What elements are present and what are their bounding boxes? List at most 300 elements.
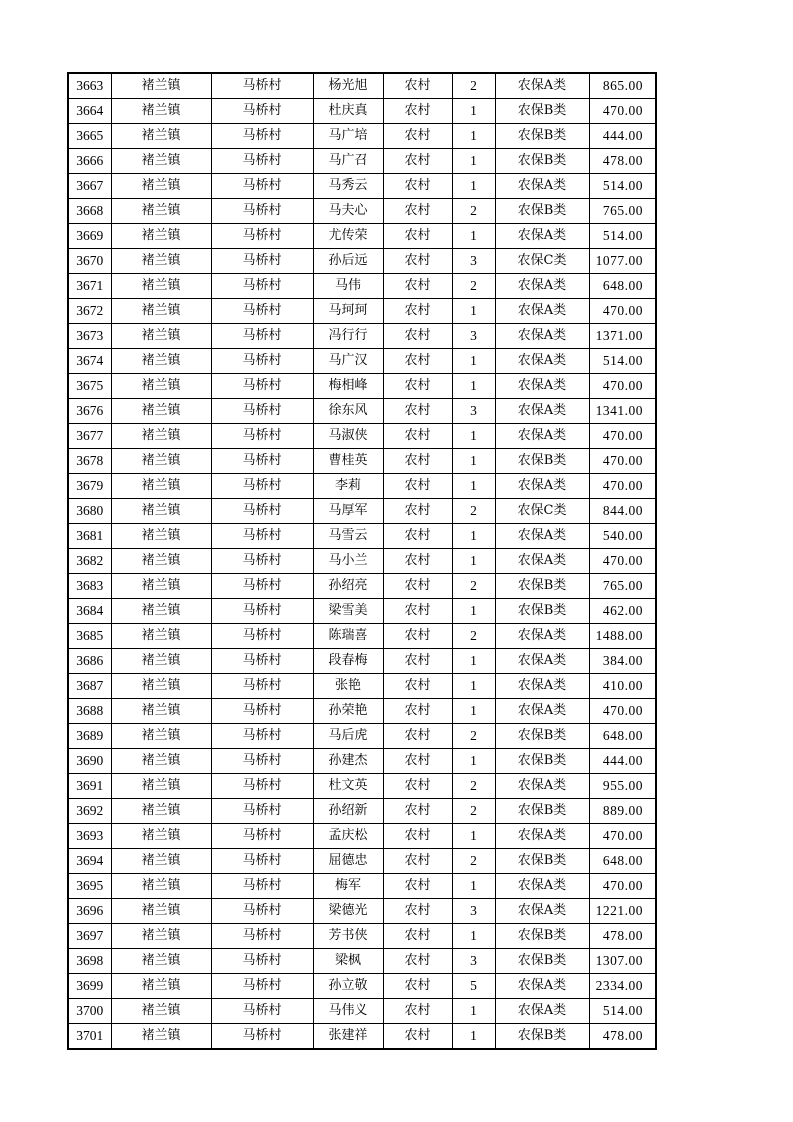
cell-insurance-category: 农保B类 [495,574,589,599]
cell-person-name: 孙荣艳 [313,699,383,724]
cell-village: 马桥村 [211,849,313,874]
cell-person-name: 尤传荣 [313,224,383,249]
table-row [68,399,656,424]
table-row [68,73,656,99]
cell-village: 马桥村 [211,1024,313,1050]
cell-amount: 1371.00 [589,324,656,349]
cell-member-count: 3 [452,399,495,424]
cell-person-name: 杜庆真 [313,99,383,124]
cell-town: 褚兰镇 [111,824,211,849]
cell-person-name: 徐东风 [313,399,383,424]
cell-insurance-category: 农保A类 [495,549,589,574]
cell-person-name: 孙后远 [313,249,383,274]
cell-household-type: 农村 [383,249,452,274]
cell-amount: 478.00 [589,149,656,174]
cell-member-count: 1 [452,524,495,549]
cell-person-name: 马伟义 [313,999,383,1024]
table-row [68,849,656,874]
cell-town: 褚兰镇 [111,874,211,899]
cell-insurance-category: 农保B类 [495,849,589,874]
cell-serial-number: 3690 [68,749,111,774]
cell-serial-number: 3700 [68,999,111,1024]
cell-insurance-category: 农保A类 [495,999,589,1024]
cell-town: 褚兰镇 [111,624,211,649]
cell-town: 褚兰镇 [111,574,211,599]
cell-person-name: 梁德光 [313,899,383,924]
cell-amount: 444.00 [589,124,656,149]
cell-household-type: 农村 [383,374,452,399]
cell-town: 褚兰镇 [111,524,211,549]
cell-member-count: 2 [452,73,495,99]
cell-household-type: 农村 [383,999,452,1024]
cell-town: 褚兰镇 [111,599,211,624]
table-row [68,299,656,324]
cell-person-name: 梅军 [313,874,383,899]
table-row [68,574,656,599]
cell-village: 马桥村 [211,499,313,524]
table-row [68,824,656,849]
cell-insurance-category: 农保A类 [495,974,589,999]
cell-insurance-category: 农保B类 [495,99,589,124]
cell-town: 褚兰镇 [111,999,211,1024]
cell-person-name: 冯行行 [313,324,383,349]
cell-serial-number: 3683 [68,574,111,599]
cell-village: 马桥村 [211,924,313,949]
cell-household-type: 农村 [383,499,452,524]
cell-serial-number: 3664 [68,99,111,124]
cell-person-name: 马广召 [313,149,383,174]
cell-member-count: 1 [452,449,495,474]
cell-serial-number: 3694 [68,849,111,874]
cell-household-type: 农村 [383,599,452,624]
cell-member-count: 1 [452,224,495,249]
cell-amount: 384.00 [589,649,656,674]
table-row [68,749,656,774]
cell-town: 褚兰镇 [111,849,211,874]
table-row [68,274,656,299]
cell-household-type: 农村 [383,99,452,124]
cell-member-count: 3 [452,324,495,349]
cell-amount: 514.00 [589,349,656,374]
cell-village: 马桥村 [211,199,313,224]
cell-household-type: 农村 [383,324,452,349]
cell-town: 褚兰镇 [111,949,211,974]
table-row [68,124,656,149]
cell-amount: 540.00 [589,524,656,549]
cell-village: 马桥村 [211,349,313,374]
cell-town: 褚兰镇 [111,224,211,249]
cell-serial-number: 3680 [68,499,111,524]
cell-serial-number: 3672 [68,299,111,324]
cell-town: 褚兰镇 [111,1024,211,1050]
cell-person-name: 马淑侠 [313,424,383,449]
cell-town: 褚兰镇 [111,699,211,724]
cell-person-name: 段春梅 [313,649,383,674]
cell-serial-number: 3675 [68,374,111,399]
cell-serial-number: 3686 [68,649,111,674]
cell-insurance-category: 农保A类 [495,174,589,199]
cell-person-name: 马秀云 [313,174,383,199]
cell-insurance-category: 农保A类 [495,624,589,649]
cell-village: 马桥村 [211,724,313,749]
table-row [68,624,656,649]
cell-insurance-category: 农保A类 [495,524,589,549]
cell-household-type: 农村 [383,524,452,549]
cell-amount: 1488.00 [589,624,656,649]
cell-household-type: 农村 [383,299,452,324]
cell-member-count: 2 [452,849,495,874]
cell-household-type: 农村 [383,399,452,424]
cell-person-name: 马小兰 [313,549,383,574]
cell-member-count: 1 [452,999,495,1024]
cell-village: 马桥村 [211,524,313,549]
cell-serial-number: 3666 [68,149,111,174]
table-row [68,549,656,574]
cell-serial-number: 3670 [68,249,111,274]
cell-insurance-category: 农保B类 [495,724,589,749]
cell-amount: 514.00 [589,224,656,249]
cell-insurance-category: 农保B类 [495,149,589,174]
cell-amount: 478.00 [589,924,656,949]
cell-household-type: 农村 [383,174,452,199]
cell-serial-number: 3697 [68,924,111,949]
cell-household-type: 农村 [383,449,452,474]
cell-village: 马桥村 [211,899,313,924]
table-row [68,349,656,374]
cell-insurance-category: 农保B类 [495,599,589,624]
cell-amount: 648.00 [589,724,656,749]
table-row [68,224,656,249]
cell-town: 褚兰镇 [111,774,211,799]
cell-serial-number: 3667 [68,174,111,199]
cell-village: 马桥村 [211,174,313,199]
cell-village: 马桥村 [211,149,313,174]
cell-person-name: 杜文英 [313,774,383,799]
cell-household-type: 农村 [383,674,452,699]
cell-town: 褚兰镇 [111,399,211,424]
cell-amount: 470.00 [589,874,656,899]
cell-town: 褚兰镇 [111,474,211,499]
cell-person-name: 梁雪美 [313,599,383,624]
cell-member-count: 2 [452,574,495,599]
cell-village: 马桥村 [211,224,313,249]
cell-serial-number: 3665 [68,124,111,149]
table-row [68,99,656,124]
cell-member-count: 2 [452,799,495,824]
cell-household-type: 农村 [383,424,452,449]
table-row [68,199,656,224]
cell-household-type: 农村 [383,924,452,949]
cell-serial-number: 3674 [68,349,111,374]
cell-amount: 470.00 [589,449,656,474]
cell-person-name: 孙绍亮 [313,574,383,599]
cell-member-count: 1 [452,649,495,674]
cell-amount: 1341.00 [589,399,656,424]
cell-serial-number: 3682 [68,549,111,574]
cell-person-name: 杨光旭 [313,73,383,99]
cell-person-name: 陈瑞喜 [313,624,383,649]
cell-person-name: 马广汉 [313,349,383,374]
cell-household-type: 农村 [383,774,452,799]
cell-person-name: 马广培 [313,124,383,149]
cell-village: 马桥村 [211,574,313,599]
cell-person-name: 梅相峰 [313,374,383,399]
cell-amount: 444.00 [589,749,656,774]
cell-village: 马桥村 [211,949,313,974]
cell-insurance-category: 农保C类 [495,249,589,274]
cell-town: 褚兰镇 [111,249,211,274]
cell-member-count: 2 [452,499,495,524]
cell-person-name: 芳书侠 [313,924,383,949]
cell-serial-number: 3671 [68,274,111,299]
cell-insurance-category: 农保A类 [495,649,589,674]
cell-amount: 955.00 [589,774,656,799]
cell-village: 马桥村 [211,249,313,274]
cell-insurance-category: 农保A类 [495,374,589,399]
cell-town: 褚兰镇 [111,749,211,774]
cell-town: 褚兰镇 [111,424,211,449]
table-row [68,474,656,499]
cell-amount: 765.00 [589,199,656,224]
cell-village: 马桥村 [211,424,313,449]
cell-village: 马桥村 [211,674,313,699]
cell-insurance-category: 农保B类 [495,749,589,774]
cell-amount: 410.00 [589,674,656,699]
cell-village: 马桥村 [211,649,313,674]
cell-person-name: 马夫心 [313,199,383,224]
cell-member-count: 1 [452,1024,495,1050]
cell-household-type: 农村 [383,699,452,724]
table-row [68,374,656,399]
table-row [68,449,656,474]
table-row [68,174,656,199]
cell-household-type: 农村 [383,724,452,749]
cell-person-name: 张艳 [313,674,383,699]
cell-village: 马桥村 [211,549,313,574]
cell-village: 马桥村 [211,449,313,474]
cell-serial-number: 3663 [68,73,111,99]
cell-insurance-category: 农保A类 [495,699,589,724]
cell-town: 褚兰镇 [111,374,211,399]
cell-serial-number: 3695 [68,874,111,899]
cell-town: 褚兰镇 [111,899,211,924]
cell-person-name: 孙绍新 [313,799,383,824]
cell-amount: 470.00 [589,374,656,399]
cell-amount: 865.00 [589,73,656,99]
cell-serial-number: 3687 [68,674,111,699]
cell-amount: 470.00 [589,299,656,324]
cell-household-type: 农村 [383,974,452,999]
cell-insurance-category: 农保A类 [495,274,589,299]
cell-insurance-category: 农保A类 [495,774,589,799]
cell-person-name: 李莉 [313,474,383,499]
cell-person-name: 孟庆松 [313,824,383,849]
table-row [68,674,656,699]
cell-person-name: 屈德忠 [313,849,383,874]
cell-household-type: 农村 [383,199,452,224]
table-row [68,599,656,624]
cell-household-type: 农村 [383,149,452,174]
cell-member-count: 1 [452,599,495,624]
cell-village: 马桥村 [211,274,313,299]
cell-serial-number: 3701 [68,1024,111,1050]
cell-serial-number: 3676 [68,399,111,424]
cell-insurance-category: 农保A类 [495,424,589,449]
table-row [68,699,656,724]
cell-village: 马桥村 [211,874,313,899]
cell-amount: 470.00 [589,699,656,724]
cell-village: 马桥村 [211,73,313,99]
cell-amount: 470.00 [589,99,656,124]
cell-town: 褚兰镇 [111,324,211,349]
cell-village: 马桥村 [211,699,313,724]
cell-serial-number: 3691 [68,774,111,799]
cell-town: 褚兰镇 [111,499,211,524]
cell-village: 马桥村 [211,399,313,424]
cell-member-count: 1 [452,674,495,699]
cell-insurance-category: 农保B类 [495,949,589,974]
cell-household-type: 农村 [383,899,452,924]
cell-town: 褚兰镇 [111,349,211,374]
cell-member-count: 1 [452,174,495,199]
cell-village: 马桥村 [211,799,313,824]
cell-insurance-category: 农保A类 [495,73,589,99]
table-row [68,899,656,924]
cell-insurance-category: 农保A类 [495,324,589,349]
cell-household-type: 农村 [383,274,452,299]
cell-serial-number: 3673 [68,324,111,349]
cell-member-count: 2 [452,274,495,299]
cell-household-type: 农村 [383,874,452,899]
cell-insurance-category: 农保A类 [495,674,589,699]
cell-member-count: 2 [452,724,495,749]
cell-person-name: 马厚军 [313,499,383,524]
cell-amount: 1077.00 [589,249,656,274]
cell-town: 褚兰镇 [111,449,211,474]
cell-member-count: 2 [452,774,495,799]
cell-member-count: 1 [452,349,495,374]
table-body [68,73,656,1049]
cell-amount: 514.00 [589,174,656,199]
table-row [68,649,656,674]
table-row [68,874,656,899]
cell-village: 马桥村 [211,974,313,999]
cell-amount: 889.00 [589,799,656,824]
cell-amount: 470.00 [589,474,656,499]
table-row [68,1024,656,1050]
cell-serial-number: 3684 [68,599,111,624]
cell-insurance-category: 农保B类 [495,924,589,949]
cell-household-type: 农村 [383,799,452,824]
cell-serial-number: 3699 [68,974,111,999]
cell-household-type: 农村 [383,574,452,599]
cell-village: 马桥村 [211,774,313,799]
cell-amount: 844.00 [589,499,656,524]
cell-village: 马桥村 [211,624,313,649]
cell-household-type: 农村 [383,649,452,674]
table-row [68,799,656,824]
cell-member-count: 2 [452,199,495,224]
cell-town: 褚兰镇 [111,724,211,749]
cell-serial-number: 3685 [68,624,111,649]
cell-insurance-category: 农保B类 [495,124,589,149]
table-row [68,974,656,999]
cell-amount: 514.00 [589,999,656,1024]
cell-amount: 470.00 [589,824,656,849]
cell-household-type: 农村 [383,849,452,874]
table-row [68,999,656,1024]
cell-household-type: 农村 [383,549,452,574]
cell-household-type: 农村 [383,224,452,249]
cell-person-name: 马后虎 [313,724,383,749]
cell-town: 褚兰镇 [111,149,211,174]
cell-member-count: 1 [452,699,495,724]
cell-member-count: 1 [452,149,495,174]
table-row [68,424,656,449]
cell-insurance-category: 农保B类 [495,1024,589,1050]
table-row [68,249,656,274]
cell-serial-number: 3698 [68,949,111,974]
cell-member-count: 1 [452,374,495,399]
cell-insurance-category: 农保B类 [495,199,589,224]
cell-amount: 478.00 [589,1024,656,1050]
cell-insurance-category: 农保A类 [495,824,589,849]
cell-serial-number: 3668 [68,199,111,224]
cell-town: 褚兰镇 [111,674,211,699]
cell-village: 马桥村 [211,99,313,124]
cell-amount: 1221.00 [589,899,656,924]
cell-village: 马桥村 [211,124,313,149]
table-row [68,149,656,174]
cell-village: 马桥村 [211,474,313,499]
cell-serial-number: 3681 [68,524,111,549]
cell-person-name: 马伟 [313,274,383,299]
cell-amount: 2334.00 [589,974,656,999]
cell-member-count: 5 [452,974,495,999]
cell-town: 褚兰镇 [111,799,211,824]
cell-serial-number: 3692 [68,799,111,824]
cell-amount: 1307.00 [589,949,656,974]
cell-serial-number: 3669 [68,224,111,249]
cell-insurance-category: 农保A类 [495,224,589,249]
cell-person-name: 孙建杰 [313,749,383,774]
cell-insurance-category: 农保A类 [495,899,589,924]
table-row [68,724,656,749]
cell-member-count: 1 [452,824,495,849]
cell-member-count: 1 [452,474,495,499]
cell-member-count: 1 [452,99,495,124]
table-row [68,949,656,974]
cell-village: 马桥村 [211,749,313,774]
cell-village: 马桥村 [211,374,313,399]
cell-household-type: 农村 [383,949,452,974]
cell-town: 褚兰镇 [111,274,211,299]
table-row [68,524,656,549]
cell-person-name: 梁枫 [313,949,383,974]
cell-town: 褚兰镇 [111,199,211,224]
cell-town: 褚兰镇 [111,649,211,674]
cell-village: 马桥村 [211,324,313,349]
cell-member-count: 2 [452,624,495,649]
cell-household-type: 农村 [383,474,452,499]
cell-town: 褚兰镇 [111,974,211,999]
cell-town: 褚兰镇 [111,174,211,199]
cell-serial-number: 3688 [68,699,111,724]
cell-insurance-category: 农保A类 [495,299,589,324]
cell-village: 马桥村 [211,824,313,849]
cell-insurance-category: 农保C类 [495,499,589,524]
cell-person-name: 马珂珂 [313,299,383,324]
